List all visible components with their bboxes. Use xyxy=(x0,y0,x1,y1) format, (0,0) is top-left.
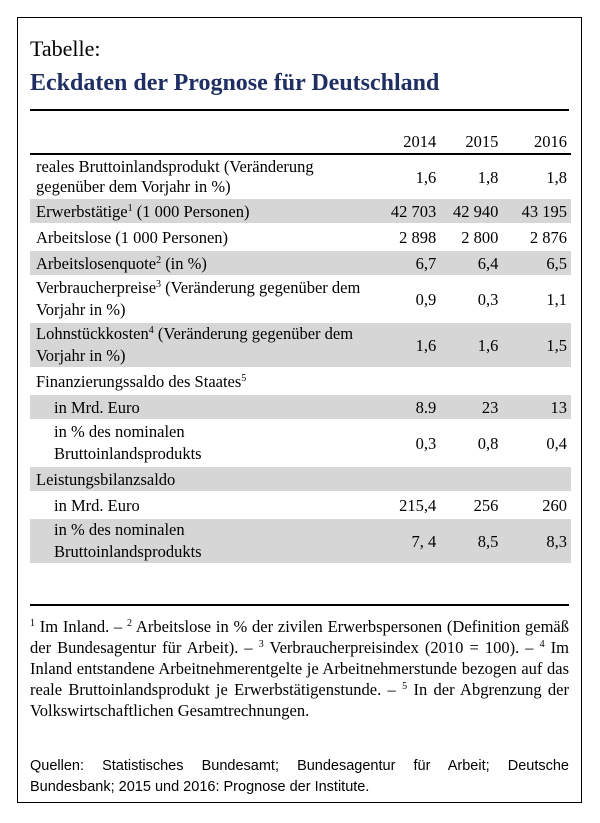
footnote-text: Im Inland. – xyxy=(35,617,128,636)
forecast-table xyxy=(30,127,571,565)
row-label: Verbraucherpreise$^3$ (Veränderung gegenüber dem Vorjahr in %) xyxy=(36,278,361,319)
row-label: Finanzierungssaldo des Staates$^5$ xyxy=(36,371,247,391)
cell-2015: 0,3 xyxy=(477,289,499,309)
table-row-fiscal-balance-heading xyxy=(30,369,571,393)
cell-2016: 43 195 xyxy=(498,199,571,223)
cell-2016: 8,3 xyxy=(498,519,571,563)
cell-2014: 7, 4 xyxy=(371,519,436,563)
table-row-unemployed xyxy=(30,225,571,249)
cell-2016: 13 xyxy=(498,395,571,419)
cell-2016: 1,1 xyxy=(546,289,567,309)
table-row-current-account-eur xyxy=(30,493,571,517)
cell-2016: 2 876 xyxy=(529,227,567,247)
footnotes xyxy=(30,616,569,721)
footnote-marker: 1 xyxy=(30,618,35,629)
table-row-real-gdp xyxy=(30,157,571,197)
table-row-current-account-heading xyxy=(30,467,571,491)
cell-2015: 23 xyxy=(436,395,498,419)
footnote-text: Verbraucherpreisindex (2010 = 100). – xyxy=(263,638,540,657)
table-row-current-account-pct xyxy=(30,519,571,563)
cell-2014: 1,6 xyxy=(371,323,436,367)
cell-2015: 42 940 xyxy=(436,199,498,223)
cell-2014: 2 898 xyxy=(399,227,437,247)
table-row-unemployment-rate xyxy=(30,251,571,275)
table-label: Tabelle: xyxy=(30,36,101,61)
cell-2014: 6,7 xyxy=(371,251,436,275)
cell-2014: 0,9 xyxy=(415,289,437,309)
cell-2015: 256 xyxy=(473,495,499,515)
row-label: in % des nominalen Bruttoinlandsprodukts xyxy=(54,422,202,463)
cell-2015: 8,5 xyxy=(436,519,498,563)
footnote-marker: 2 xyxy=(127,618,133,629)
table-row-fiscal-balance-eur xyxy=(30,395,571,419)
row-label: Arbeitslose (1 000 Personen) xyxy=(36,227,229,247)
top-rule xyxy=(30,109,569,111)
header-year-2016: 2016 xyxy=(498,129,571,155)
cell-2015: 0,8 xyxy=(477,433,499,453)
footnote-marker: 5 xyxy=(402,681,408,692)
cell-2014: 1,6 xyxy=(415,167,437,187)
cell-2015: 2 800 xyxy=(461,227,499,247)
bottom-rule xyxy=(30,604,569,606)
footnote-text: In der Abgrenzung der Volkswirtschaftlichen Gesamtrechnungen. xyxy=(30,680,569,720)
cell-2016: 260 xyxy=(542,495,567,515)
table-frame xyxy=(17,17,582,803)
row-label: in Mrd. Euro xyxy=(30,395,371,419)
cell-2016: 6,5 xyxy=(498,251,571,275)
table-row-employed xyxy=(30,199,571,223)
cell-2014: 215,4 xyxy=(399,495,437,515)
table-row-unit-labour-costs xyxy=(30,323,571,367)
footnote-text: Im Inland entstandene Arbeitnehmerentgelte je Arbeitnehmerstunde bezogen auf das reale Bruttoinlandsprodukt je Erwerbstätigenstunde. – xyxy=(30,638,569,699)
cell-2016: 1,8 xyxy=(546,167,567,187)
cell-2016: 0,4 xyxy=(546,433,567,453)
sources-note: Quellen: Statistisches Bundesamt; Bundesagentur für Arbeit; Deutsche Bundesbank; 2015 und 2016: Prognose der Institute. xyxy=(30,758,569,795)
header-year-2014: 2014 xyxy=(371,129,436,155)
footnote-text: Arbeitslose in % der zivilen Erwerbspersonen (Definition gemäß der Bundesagentur für Arbeit). – xyxy=(30,617,569,657)
table-row-fiscal-balance-pct xyxy=(30,421,571,465)
header-blank xyxy=(30,129,371,155)
table-title: Eckdaten der Prognose für Deutschland xyxy=(30,70,440,96)
table-header-row xyxy=(30,129,571,155)
footnote-marker: 4 xyxy=(539,639,545,650)
cell-2014: 42 703 xyxy=(371,199,436,223)
row-label: Erwerbstätige$^1$ (1 000 Personen) xyxy=(30,199,371,223)
cell-2014: 0,3 xyxy=(415,433,437,453)
cell-2015: 1,6 xyxy=(436,323,498,367)
cell-2016: 1,5 xyxy=(498,323,571,367)
row-label: Arbeitslosenquote$^2$ (in %) xyxy=(30,251,371,275)
row-label: Leistungsbilanzsaldo xyxy=(30,467,571,491)
footnote-marker: 3 xyxy=(258,639,264,650)
cell-2015: 6,4 xyxy=(436,251,498,275)
cell-2015: 1,8 xyxy=(477,167,499,187)
header-year-2015: 2015 xyxy=(436,129,498,155)
cell-2014: 8.9 xyxy=(371,395,436,419)
row-label: in % des nominalen Bruttoinlandsprodukts xyxy=(30,519,371,563)
table-row-consumer-prices xyxy=(30,277,571,321)
row-label: in Mrd. Euro xyxy=(54,495,140,515)
row-label: reales Bruttoinlandsprodukt (Veränderung gegenüber dem Vorjahr in %) xyxy=(36,157,314,196)
row-label: Lohnstückkosten$^4$ (Veränderung gegenüber dem Vorjahr in %) xyxy=(30,323,371,367)
